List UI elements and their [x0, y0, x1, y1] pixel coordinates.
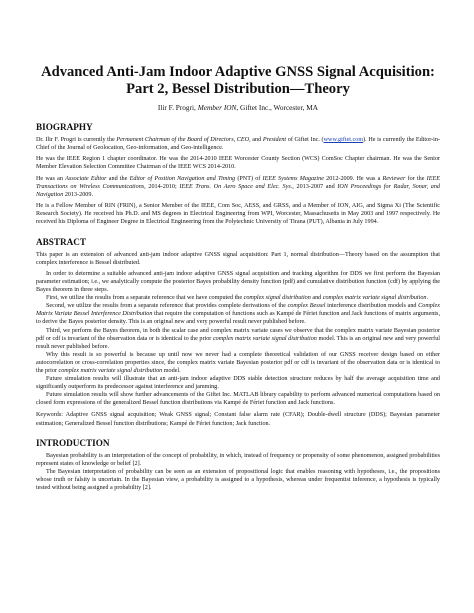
introduction-paragraph-2: The Bayesian interpretation of probability can be seen as an extension of propositional logic that enables reasoning with hypotheses, i.e., the propositions whose truth or falsity is uncertain. In the Bayesian view, a probability is assigned to a hypothesis, whereas under frequentist inference, a hypothesis is typically tested without being assigned a probability [2].: [36, 468, 440, 492]
introduction-heading: INTRODUCTION: [36, 437, 110, 448]
paper-title: Advanced Anti-Jam Indoor Adaptive GNSS Signal Acquisition: Part 2, Bessel Distribution—Theory: [41, 64, 435, 97]
abstract-paragraph-2: In order to determine a suitable advanced anti-jam indoor adaptive GNSS signal acquisition and tracking algorithm for DDS we first perform the Bayesian parameter estimation; i.e., we analytically compute the posterior Bayes probability density function (pdf) and cumulative distribution function (cdf) by applying the Bayes theorem in three steps.: [36, 270, 440, 294]
introduction-paragraph-1: Bayesian probability is an interpretation of the concept of probability, in which, instead of frequency or propensity of some phenomenon, assigned probabilities represent states of knowledge or belief [2].: [36, 452, 440, 467]
biography-paragraph-4: He is a Fellow Member of RIN (FRIN), a Senior Member of the IEEE, Com Soc, AESS, and GRSS, and a Member of ION, AIG, and Sigma Xi (The Scientific Research Society). He received his Ph.D. and MS degrees in Electrical Engineering from WPI, Worcester, Massachusetts in May 2003 and 1997 respectively. He received his Diploma of Engineer Degree in Electrical Engineering from the Polytechnic University of Tirana (PUT), Albania in July 1994.: [36, 203, 440, 226]
keywords: Keywords: Adaptive GNSS signal acquisition; Weak GNSS signal; Constant false alarm rate (CFAR); Double-dwell structure (DDS); Bayesian parameter estimation; Generalized Bessel function distributions; Kampé de Fériet function; Jack function.: [36, 412, 440, 427]
author-line: [36, 103, 440, 112]
author-role: Member ION: [197, 103, 237, 112]
abstract-paragraph-3: First, we utilize the results from a separate reference that we have computed the complex signal distribution and complex matrix variate signal distribution.: [46, 295, 429, 302]
biography-paragraph-1: Dr. Ilir F. Progri is currently the Permanent Chairman of the Board of Directors, CEO, and President of Giftet Inc. (www.giftet.com). He is currently the Editor-in-Chief of the Journal of Geolocation, Geo-information, and Geo-intelligence.: [36, 137, 440, 152]
author-affiliation: , Giftet Inc., Worcester, MA: [236, 103, 319, 112]
biography-paragraph-2: He was the IEEE Region 1 chapter coordinator. He was the 2014-2010 IEEE Worcester County Section (WCS) ComSoc Chapter chairman. He was the Senior Member Elevation Selection Committee Chairman of the IEEE WCS 2014-2010.: [36, 156, 440, 171]
biography-heading: BIOGRAPHY: [36, 122, 93, 132]
biography-paragraph-3: He was an Associate Editor and the Editor of Position Navigation and Timing (PNT) of IEEE Systems Magazine 2012-2009. He was a Reviewer for the IEEE Transactions on Wireless Communications, 2014-2010; IEEE Trans. On Aero Space and Elec. Sys., 2013-2007 and ION Proceedings for Radar, Sonar, and Navigation 2013-2009.: [36, 175, 441, 198]
abstract-heading: ABSTRACT: [36, 236, 87, 247]
abstract-paragraph-1: This paper is an extension of advanced anti-jam indoor adaptive GNSS signal acquisition: Part 1, normal distribution—Theory based on the assumption that complex interference is Bessel distributed.: [36, 251, 440, 266]
abstract-paragraph-8: Future simulation results will show further advancements of the Giftet Inc. MATLAB library capability to perform advanced numerical computations based on closed form expressions of the generalized Bessel function distributions via Kampé de Fériet function and Jack functions.: [36, 392, 440, 407]
abstract-paragraph-6: Why this result is so powerful is because up until now we never had a complete theoretical validation of our GNSS receiver design based on either autocorrelation or cross-correlation properties since, the complex matrix variate Bayesian posterior pdf or cdf is invariant of the observation data or is identical to the prior complex matrix variate signal distribution model.: [36, 351, 440, 374]
abstract-paragraph-5: Third, we perform the Bayes theorem, in both the scalar case and complex matrix variate cases we observe that the complex matrix variate Bayesian posterior pdf or cdf is invariant of the observation data or is identical to the prior complex matrix variate signal distribution model. This is an original new and very powerful result never published before.: [36, 327, 441, 350]
author-name: Ilir F. Progri,: [157, 103, 198, 112]
abstract-paragraph-4: Second, we utilize the results from a separate reference that provides complete derivations of the complex Bessel interference distribution models and Complex Matrix Variate Bessel Interference Distribution that require the computation of functions such as Kampé de Fériet function and Jack functions of matrix arguments, to derive the Bayes posterior density. This is an original new and very powerful result never published before.: [36, 303, 440, 326]
giftet-website-link[interactable]: www.giftet.com: [323, 137, 364, 143]
abstract-paragraph-7: Future simulation results will illustrate that an anti-jam indoor adaptive DDS stable detection structure reduces by half the average acquisition time and significantly outperform its predecessor against interference and jamming.: [36, 376, 440, 391]
